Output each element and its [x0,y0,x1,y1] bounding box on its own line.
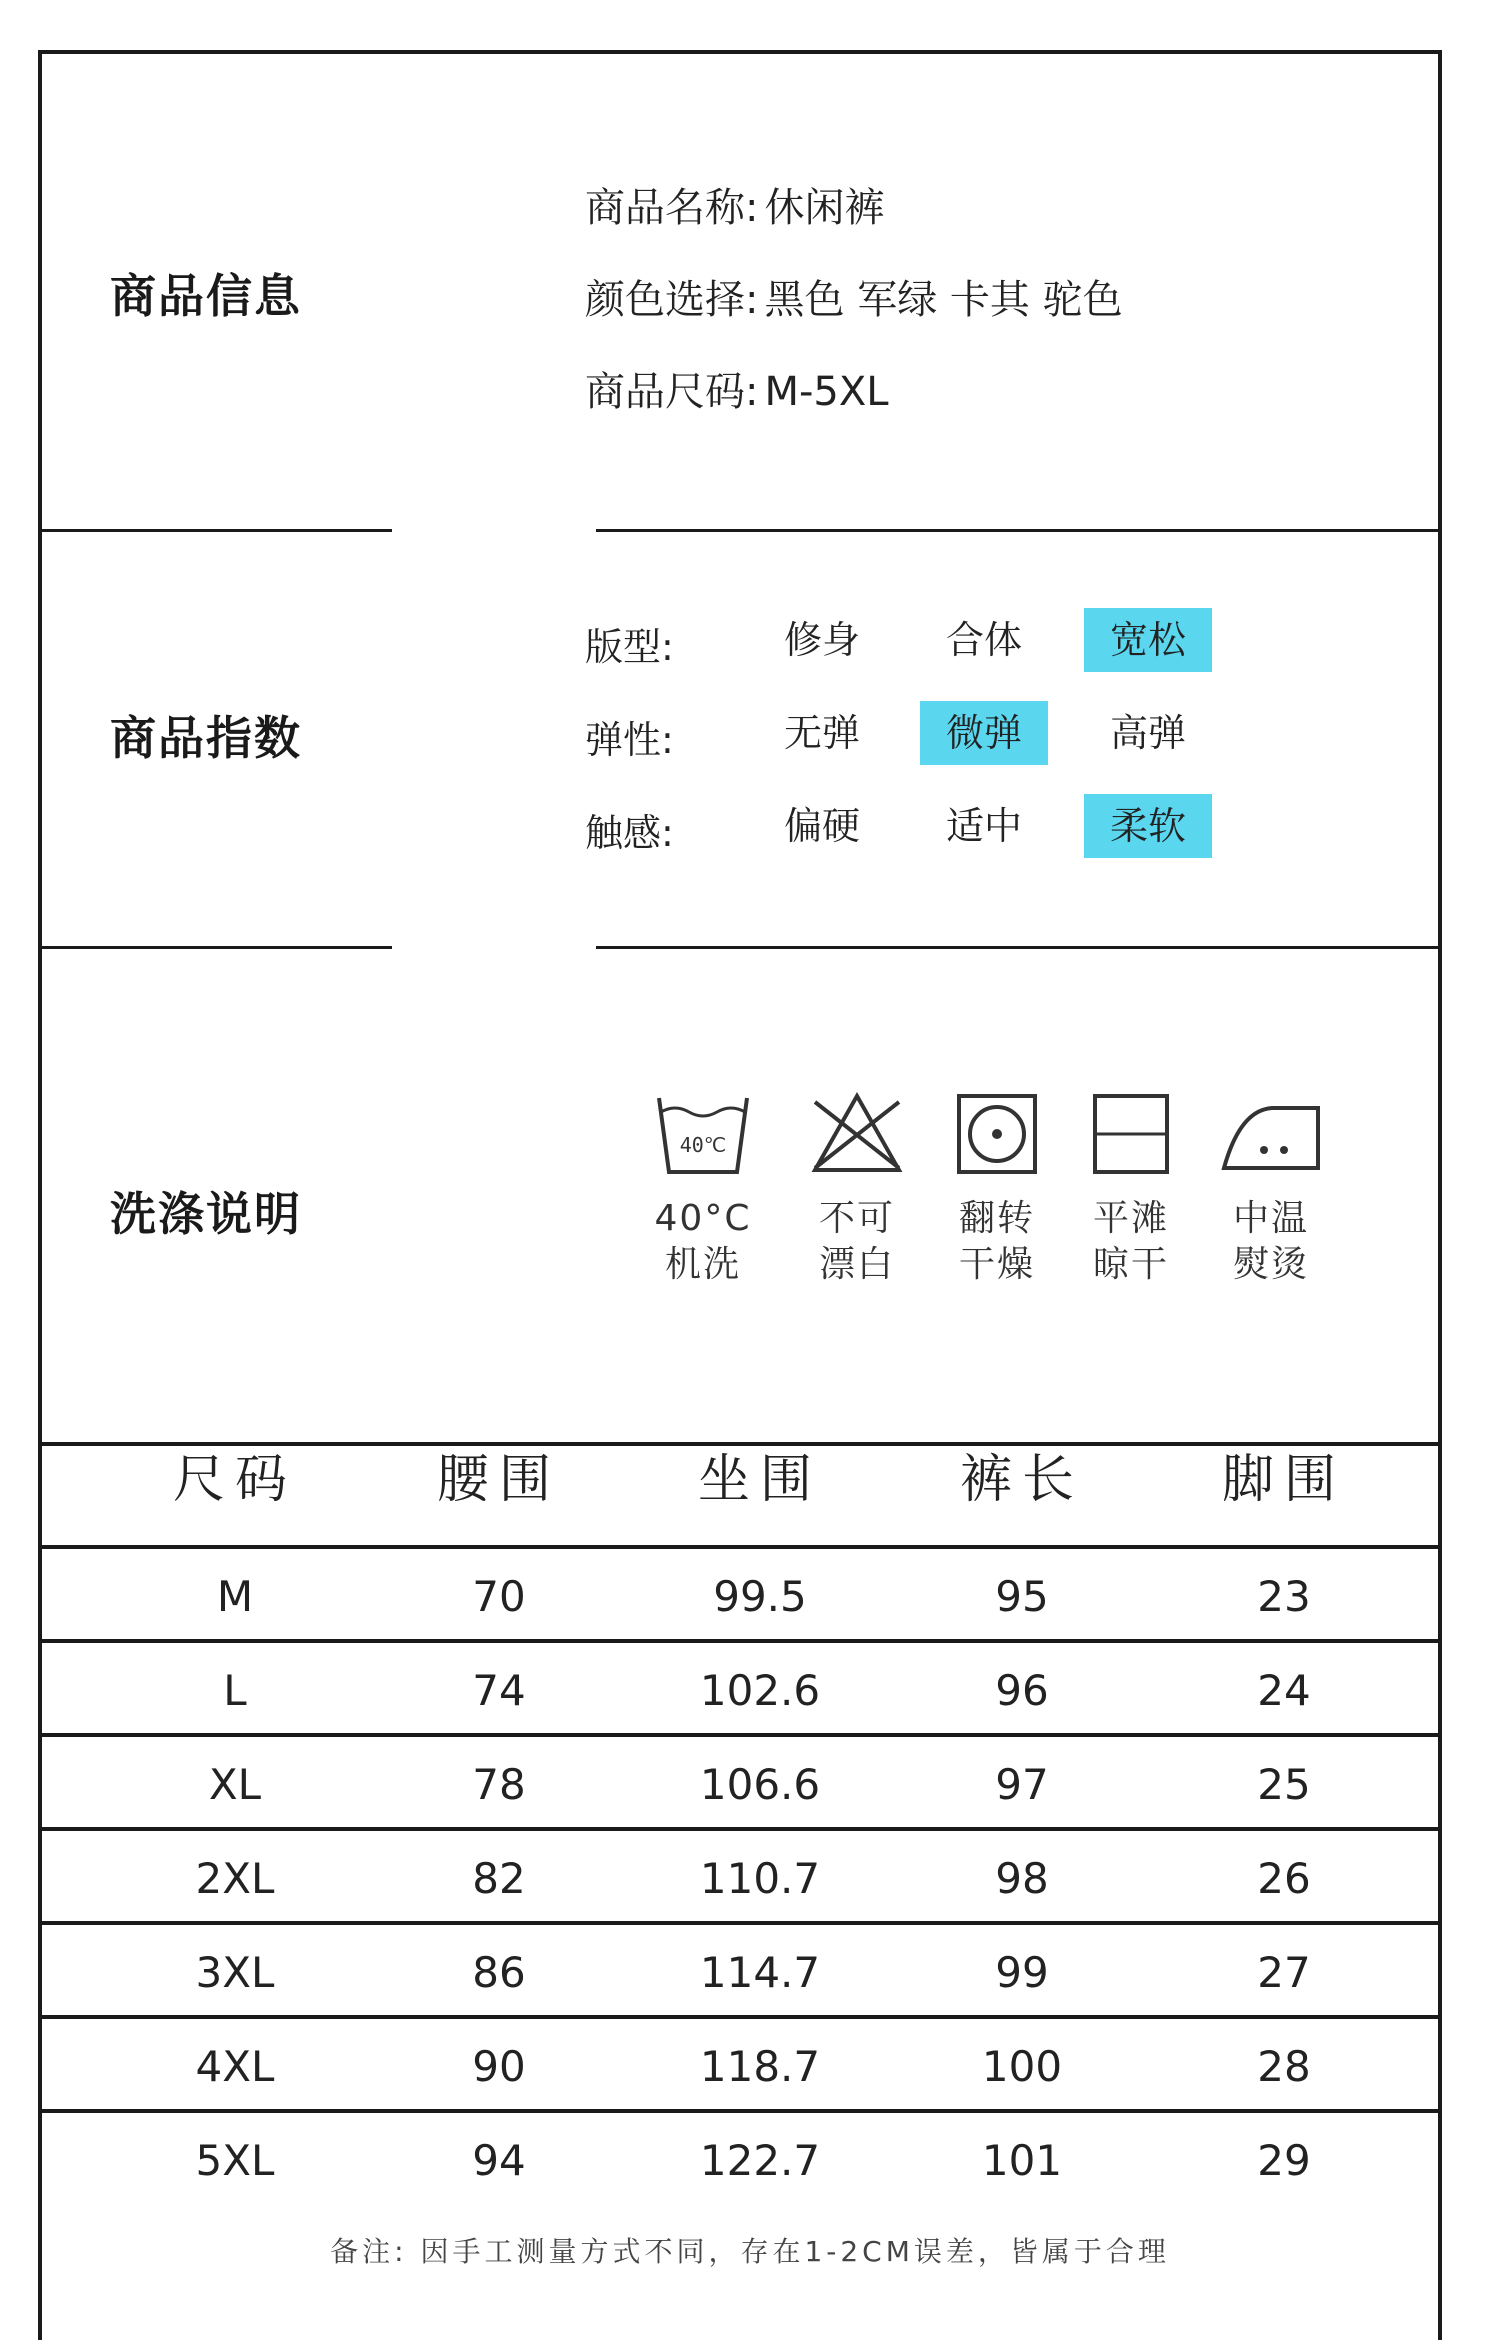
table-cell: 74 [472,1666,526,1715]
table-row [42,2109,1438,2203]
table-row [42,1545,1438,1639]
index-option-selected: 柔软 [1084,794,1212,858]
table-cell: 2XL [195,1854,275,1903]
product-size-line [585,360,889,417]
care-caption-line2: 晾干 [1092,1244,1169,1285]
product-info-label: 商品信息 [110,269,302,323]
table-row [42,1639,1438,1733]
table-cell: 86 [472,1948,526,1997]
product-color-key: 颜色选择: [585,277,759,323]
table-cell: 99.5 [713,1572,807,1621]
table-cell: 95 [995,1572,1049,1621]
index-option: 高弹 [1109,711,1186,755]
table-cell: 101 [981,2136,1063,2185]
table-cell: 5XL [195,2136,275,2185]
table-cell: XL [208,1760,262,1809]
index-option: 偏硬 [783,804,860,848]
care-caption-line2: 机洗 [664,1244,741,1285]
dry-flat-icon [1081,1092,1181,1178]
care-caption-line2: 干燥 [958,1244,1035,1285]
product-size-key: 商品尺码: [585,369,759,415]
table-cell: 96 [995,1666,1049,1715]
table-cell: 70 [472,1572,526,1621]
table-cell: 82 [472,1854,526,1903]
product-color-value: 黑色 军绿 卡其 驼色 [764,277,1123,323]
care-caption-line1: 平滩 [1092,1198,1169,1239]
table-cell: 3XL [195,1948,275,1997]
table-cell: 29 [1257,2136,1311,2185]
header-hem: 脚围 [1221,1450,1346,1510]
index-option-selected: 微弹 [920,701,1048,765]
table-cell: 23 [1257,1572,1311,1621]
index-row-label: 弹性: [585,718,674,762]
care-item-dry [932,1092,1062,1288]
table-cell: 97 [995,1760,1049,1809]
index-option: 无弹 [783,711,860,755]
table-cell: 114.7 [699,1948,821,1997]
table-cell: 106.6 [699,1760,821,1809]
table-cell: 4XL [195,2042,275,2091]
table-cell: 102.6 [699,1666,821,1715]
size-table-header [42,1416,1438,1545]
divider-1-left [42,529,392,532]
care-caption-line1: 40°C [654,1198,752,1239]
table-cell: 28 [1257,2042,1311,2091]
table-cell: 99 [995,1948,1049,1997]
measurement-note: 备注: 因手工测量方式不同，存在1-2CM误差，皆属于合理 [330,2235,1170,2268]
size-table [42,1416,1438,2203]
table-cell: 24 [1257,1666,1311,1715]
index-option: 修身 [783,618,860,662]
divider-2-left [42,946,392,949]
table-cell: 78 [472,1760,526,1809]
table-cell: L [223,1666,247,1715]
product-name-value: 休闲裤 [764,185,885,231]
care-caption-line1: 不可 [818,1198,895,1239]
table-row [42,1921,1438,2015]
index-row-label: 版型: [585,625,674,669]
table-row [42,1827,1438,1921]
table-cell: 94 [472,2136,526,2185]
care-item-iron [1206,1092,1336,1288]
care-caption-line1: 翻转 [958,1198,1035,1239]
divider-2-right [596,946,1438,949]
table-cell: 25 [1257,1760,1311,1809]
table-cell: M [216,1572,254,1621]
header-waist: 腰围 [436,1450,561,1510]
no-bleach-icon [807,1092,907,1178]
product-index-label: 商品指数 [110,711,302,765]
header-hip: 坐围 [697,1450,822,1510]
table-cell: 26 [1257,1854,1311,1903]
care-item-wash [638,1092,768,1288]
care-caption-line2: 漂白 [818,1244,895,1285]
iron-medium-icon [1216,1092,1326,1178]
washing-label: 洗涤说明 [110,1187,302,1241]
header-size: 尺码 [172,1450,297,1510]
header-length: 裤长 [959,1450,1084,1510]
table-cell: 98 [995,1854,1049,1903]
table-row [42,2015,1438,2109]
care-caption-line1: 中温 [1232,1198,1309,1239]
table-cell: 90 [472,2042,526,2091]
product-size-value: M-5XL [764,369,889,415]
wash-40-icon [653,1092,753,1178]
index-option: 合体 [945,618,1022,662]
product-name-line [585,176,884,233]
divider-1-right [596,529,1438,532]
index-option-selected: 宽松 [1084,608,1212,672]
table-cell: 27 [1257,1948,1311,1997]
table-row [42,1733,1438,1827]
table-cell: 122.7 [699,2136,821,2185]
product-name-key: 商品名称: [585,185,759,231]
table-cell: 100 [981,2042,1063,2091]
svg-text:40℃: 40℃ [679,1133,727,1157]
care-item-flat [1066,1092,1196,1288]
care-item-bleach [792,1092,922,1288]
table-cell: 118.7 [699,2042,821,2091]
care-caption-line2: 熨烫 [1232,1244,1309,1285]
index-row-label: 触感: [585,811,674,855]
tumble-dry-icon [947,1092,1047,1178]
index-option: 适中 [945,804,1022,848]
table-cell: 110.7 [699,1854,821,1903]
product-color-line [585,268,1123,325]
